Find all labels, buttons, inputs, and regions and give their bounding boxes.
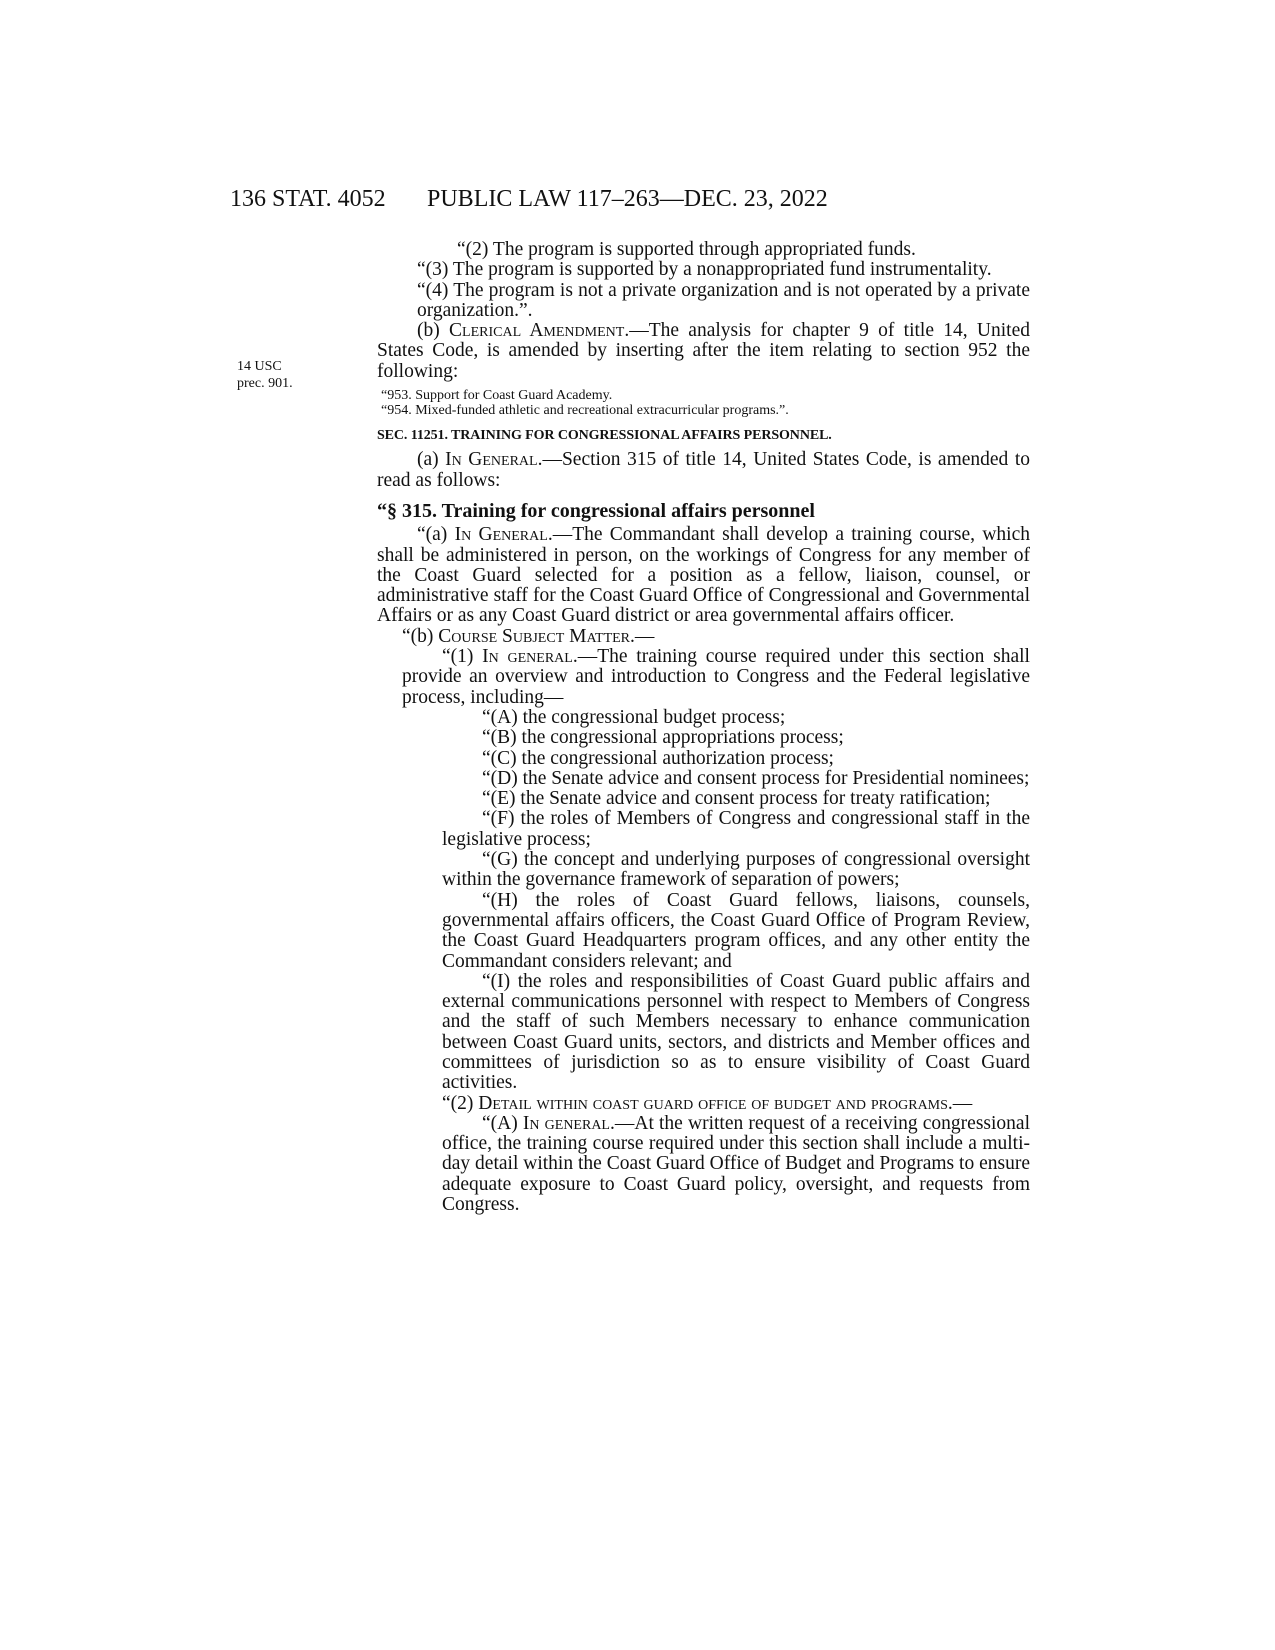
document-body: [377, 240, 1030, 1215]
section-heading: SEC. 11251. TRAINING FOR CONGRESSIONAL AFFAIRS PERSONNEL.: [377, 428, 832, 444]
paragraph-text: “(4) The program is not a private organization and is not operated by a private organization.”.: [417, 279, 1030, 321]
paragraph: [377, 647, 1030, 708]
page-number: 136 STAT. 4052: [230, 186, 386, 212]
paragraph-text: .—At the written request of a receiving congressional office, the training course required under this section shall include a multi-day detail within the Coast Guard Office of Budget and Programs to ensure adequate exposure to Coast Guard policy, oversight, and requests from Congress.: [442, 1112, 1030, 1216]
margin-note-line: 14 USC: [237, 359, 282, 374]
paragraph-text: .—The analysis for chapter 9 of title 14, United States Code, is amended by inserting after the item relating to section 952 the following:: [377, 320, 1030, 382]
paragraph-caption: In General: [454, 524, 548, 546]
paragraph: [377, 1094, 1030, 1114]
paragraph-caption: Course Subject Matter: [438, 625, 631, 647]
section-title: “§ 315. Training for congressional affairs personnel: [377, 499, 815, 522]
page-header: [230, 186, 1030, 218]
paragraph-text: .—The training course required under this section shall provide an overview and introduction to Congress and the Federal legislative process, including—: [402, 646, 1030, 708]
list-item: “(E) the Senate advice and consent process for treaty ratification;: [482, 788, 991, 810]
paragraph-prefix: “(1): [442, 646, 483, 668]
paragraph-text: .—The Commandant shall develop a training course, which shall be administered in person, on the workings of Congress for any member of the Coast Guard selected for a position as a fellow, liaison, counsel, or administrative staff for the Coast Guard Office of Congressional and Governmental Affairs or as any Coast Guard district or area governmental affairs officer.: [377, 524, 1030, 627]
law-title: PUBLIC LAW 117–263—DEC. 23, 2022: [427, 186, 828, 212]
paragraph-text: .—: [630, 625, 655, 647]
list-item: “954. Mixed-funded athletic and recreational extracurricular programs.”.: [381, 403, 789, 419]
paragraph-prefix: “(A): [482, 1112, 523, 1134]
margin-note: [237, 358, 293, 392]
margin-note-line: prec. 901.: [237, 376, 293, 391]
paragraph: [377, 525, 1030, 626]
paragraph: [377, 450, 1030, 491]
list-item: “(F) the roles of Members of Congress and congressional staff in the legislative process;: [442, 808, 1030, 850]
section-analysis-list: [377, 388, 1030, 418]
paragraph-caption: Detail within coast guard office of budget and programs: [478, 1092, 948, 1114]
paragraph: [377, 281, 1030, 322]
paragraph-text: “(3) The program is supported by a nonappropriated fund instrumentality.: [417, 259, 992, 281]
paragraph-text: .—Section 315 of title 14, United States Code, is amended to read as follows:: [377, 449, 1030, 491]
list-item: “(G) the concept and underlying purposes of congressional oversight within the governance framework of separation of powers;: [442, 849, 1030, 891]
paragraph-prefix: “(b): [402, 625, 439, 647]
paragraph-caption: Clerical Amendment: [449, 320, 625, 342]
list-item: “(D) the Senate advice and consent process for Presidential nominees;: [482, 767, 1030, 789]
paragraph-caption: In general: [482, 646, 573, 668]
paragraph-caption: In general: [522, 1112, 610, 1134]
paragraph: [377, 1114, 1030, 1215]
list-item: “(B) the congressional appropriations process;: [482, 727, 844, 749]
list-item: “(H) the roles of Coast Guard fellows, liaisons, counsels, governmental affairs officers, the Coast Guard Office of Program Review, the Coast Guard Headquarters program offices, and any other entity the Commandant considers relevant; and: [442, 889, 1030, 972]
paragraph-prefix: (b): [417, 320, 450, 342]
list-item: “(I) the roles and responsibilities of Coast Guard public affairs and external communications personnel with respect to Members of Congress and the staff of such Members necessary to enhance communication between Coast Guard units, sectors, and districts and Member offices and committees of jurisdiction so as to ensure visibility of Coast Guard activities.: [442, 970, 1030, 1094]
paragraph-prefix: “(2): [442, 1092, 479, 1114]
paragraph: [377, 627, 1030, 647]
paragraph-text: .—: [947, 1092, 973, 1114]
list-item: “953. Support for Coast Guard Academy.: [381, 388, 613, 404]
paragraph: “(2) The program is supported through appropriated funds.: [457, 239, 916, 260]
paragraph-prefix: (a): [417, 449, 446, 471]
list-item: “(C) the congressional authorization process;: [482, 747, 834, 769]
paragraph: [377, 260, 1030, 280]
paragraph-prefix: “(a): [417, 524, 455, 546]
list-item: “(A) the congressional budget process;: [482, 706, 786, 728]
paragraph-caption: In General: [445, 449, 538, 471]
paragraph-clerical-amendment: [377, 321, 1030, 382]
